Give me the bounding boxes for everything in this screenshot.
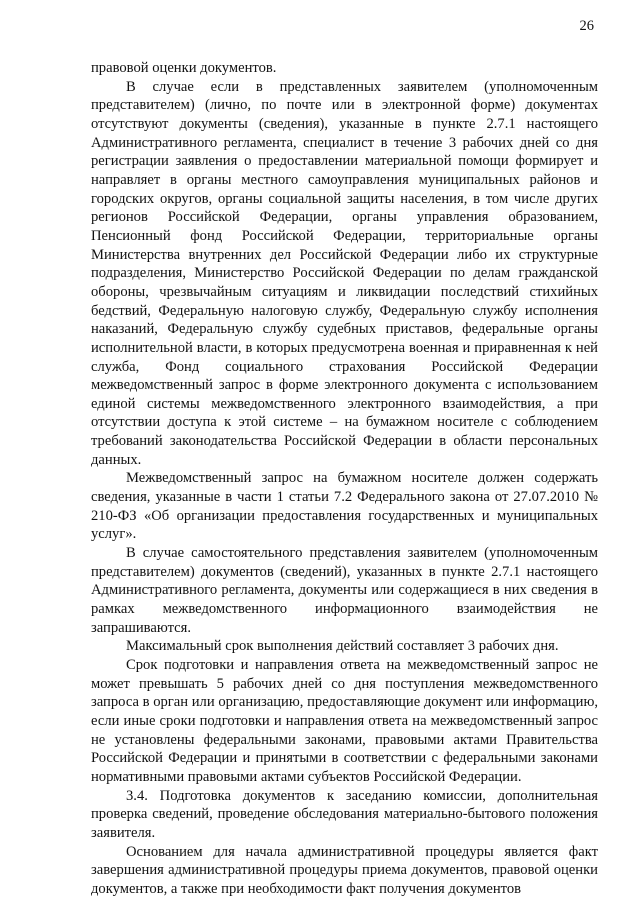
- paragraph: Основанием для начала административной процедуры является факт завершения административной процедуры приема документов, правовой оценки документов, а также при необходимости факт получения документов: [91, 843, 598, 897]
- paragraph: Срок подготовки и направления ответа на межведомственный запрос не может превышать 5 рабочих дней со дня поступления межведомственного запроса в орган или организацию, предоставляющие документ или информацию, если иные сроки подготовки и направления ответа на межведомственный запрос не установлены федеральными законами, правовыми актами Правительства Российской Федерации и принятыми в соответствии с федеральными законами нормативными правовыми актами субъектов Российской Федерации.: [91, 657, 598, 785]
- section-heading-paragraph: 3.4. Подготовка документов к заседанию комиссии, дополнительная проверка сведений, проведение обследования материально-бытового положения заявителя.: [91, 787, 598, 841]
- paragraph: Межведомственный запрос на бумажном носителе должен содержать сведения, указанные в части 1 статьи 7.2 Федерального закона от 27.07.2010 № 210-ФЗ «Об организации предоставления государственных и муниципальных услуг».: [91, 470, 598, 543]
- paragraph: В случае самостоятельного представления заявителем (уполномоченным представителем) документов (сведений), указанных в пункте 2.7.1 настоящего Административного регламента, документы или содержащиеся в них сведения в рамках межведомственного информационного взаимодействия не запрашиваются.: [91, 545, 598, 636]
- paragraph-continuation: правовой оценки документов.: [91, 60, 277, 76]
- document-body: [91, 59, 598, 899]
- paragraph: Максимальный срок выполнения действий составляет 3 рабочих дня.: [126, 638, 559, 655]
- paragraph: В случае если в представленных заявителем (уполномоченным представителем) (лично, по почте или в электронной форме) документах отсутствуют документы (сведения), указанные в пункте 2.7.1 настоящего Административного регламента, специалист в течение 3 рабочих дней со дня регистрации заявления о предоставлении материальной помощи формирует и направляет в органы местного самоуправления муниципальных районов и городских округов, органы социальной защиты населения, в том числе других регионов Российской Федерации, органы управления образованием, Пенсионный фонд Российской Федерации, территориальные органы Министерства внутренних дел Российской Федерации либо их структурные подразделения, Министерство Российской Федерации по делам гражданской обороны, чрезвычайным ситуациям и ликвидации последствий стихийных бедствий, Федеральную налоговую службу, Федеральную службу исполнения наказаний, Федеральную службу судебных приставов, федеральные органы исполнительной власти, в которых предусмотрена военная и приравненная к ней служба, Фонд социального страхования Российской Федерации межведомственный запрос в форме электронного документа с использованием единой системы межведомственного электронного взаимодействия, а при отсутствии доступа к этой системе – на бумажном носителе с соблюдением требований законодательства Российской Федерации в области персональных данных.: [91, 78, 598, 468]
- page-number: 26: [579, 18, 594, 34]
